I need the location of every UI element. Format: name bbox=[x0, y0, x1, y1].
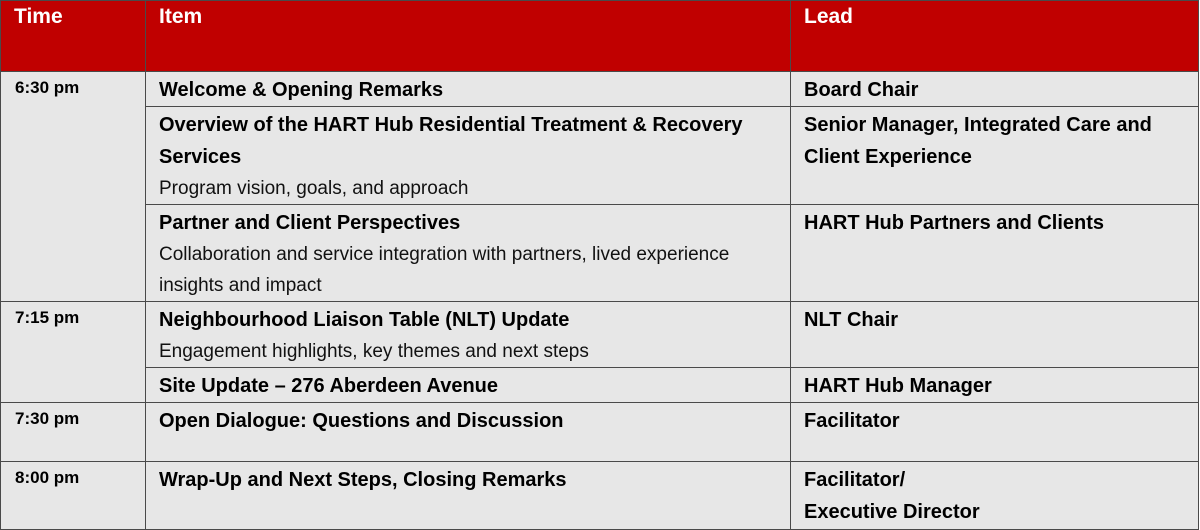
header-row bbox=[1, 1, 1199, 72]
item-subtitle: Collaboration and service integration with partners, lived experience insights and impact bbox=[159, 244, 730, 296]
item-cell bbox=[146, 107, 791, 205]
header-lead: Lead bbox=[791, 1, 1199, 72]
lead-cell bbox=[791, 403, 1199, 462]
lead-name: Facilitator bbox=[804, 410, 900, 432]
item-cell bbox=[146, 462, 791, 530]
time-cell: 6:30 pm bbox=[1, 72, 146, 302]
lead-cell bbox=[791, 462, 1199, 530]
header-item: Item bbox=[146, 1, 791, 72]
time-cell: 8:00 pm bbox=[1, 462, 146, 530]
lead-cell bbox=[791, 72, 1199, 107]
lead-cell bbox=[791, 368, 1199, 403]
item-title: Site Update – 276 Aberdeen Avenue bbox=[159, 375, 499, 397]
agenda-row bbox=[1, 403, 1199, 462]
time-cell: 7:15 pm bbox=[1, 302, 146, 403]
agenda-row bbox=[1, 368, 1199, 403]
item-title: Open Dialogue: Questions and Discussion bbox=[159, 410, 564, 432]
item-title: Welcome & Opening Remarks bbox=[159, 79, 444, 101]
agenda-row bbox=[1, 107, 1199, 205]
lead-name: HART Hub Manager bbox=[804, 375, 992, 397]
lead-cell bbox=[791, 205, 1199, 302]
agenda-row bbox=[1, 72, 1199, 107]
item-title: Neighbourhood Liaison Table (NLT) Update bbox=[159, 309, 570, 331]
lead-name: HART Hub Partners and Clients bbox=[804, 212, 1105, 234]
item-cell bbox=[146, 72, 791, 107]
item-subtitle: Program vision, goals, and approach bbox=[159, 178, 469, 199]
item-cell bbox=[146, 302, 791, 368]
lead-cell bbox=[791, 302, 1199, 368]
agenda-row bbox=[1, 462, 1199, 530]
lead-name: Board Chair bbox=[804, 79, 919, 101]
lead-cell bbox=[791, 107, 1199, 205]
lead-name: Facilitator/ Executive Director bbox=[804, 469, 980, 523]
item-cell bbox=[146, 368, 791, 403]
item-title: Partner and Client Perspectives bbox=[159, 212, 461, 234]
agenda-row bbox=[1, 302, 1199, 368]
header-time: Time bbox=[1, 1, 146, 72]
lead-name: Senior Manager, Integrated Care and Client Experience bbox=[804, 114, 1152, 168]
item-title: Wrap-Up and Next Steps, Closing Remarks bbox=[159, 469, 567, 491]
time-cell: 7:30 pm bbox=[1, 403, 146, 462]
lead-name: NLT Chair bbox=[804, 309, 899, 331]
item-subtitle: Engagement highlights, key themes and next steps bbox=[159, 341, 589, 362]
item-cell bbox=[146, 403, 791, 462]
item-title: Overview of the HART Hub Residential Treatment & Recovery Services bbox=[159, 114, 743, 168]
item-cell bbox=[146, 205, 791, 302]
agenda-row bbox=[1, 205, 1199, 302]
